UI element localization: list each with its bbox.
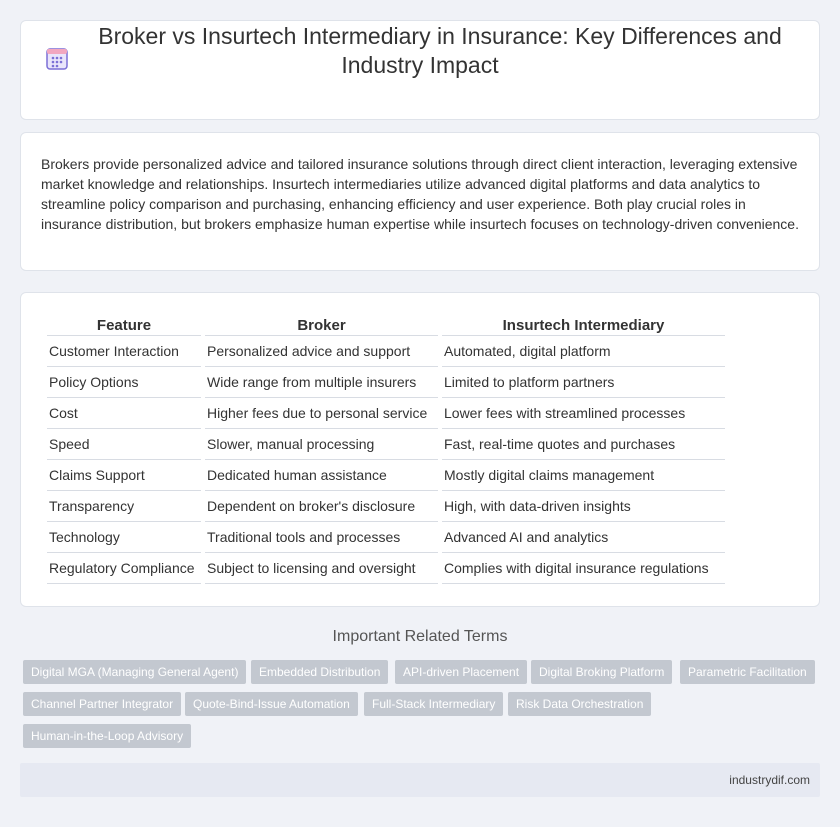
table-row [47,522,725,553]
related-term-tag[interactable]: Channel Partner Integrator [23,692,181,716]
related-terms-heading: Important Related Terms [332,628,508,645]
cell-broker: Personalized advice and support [205,336,438,367]
cell-insurtech: Limited to platform partners [442,367,725,398]
cell-feature: Customer Interaction [47,336,201,367]
footer-site-link[interactable]: industrydif.com [729,773,810,787]
comparison-card [20,292,820,607]
related-term-tag[interactable]: Parametric Facilitation [680,660,815,684]
related-term-tag[interactable]: Quote-Bind-Issue Automation [185,692,358,716]
column-header-insurtech: Insurtech Intermediary [442,316,725,336]
table-row [47,491,725,522]
related-term-tag[interactable]: Digital MGA (Managing General Agent) [23,660,246,684]
related-term-tag[interactable]: Digital Broking Platform [531,660,672,684]
cell-insurtech: Automated, digital platform [442,336,725,367]
cell-broker: Traditional tools and processes [205,522,438,553]
cell-insurtech: Advanced AI and analytics [442,522,725,553]
related-term-tag[interactable]: API-driven Placement [395,660,527,684]
cell-feature: Policy Options [47,367,201,398]
cell-feature: Speed [47,429,201,460]
intro-paragraph: Brokers provide personalized advice and tailored insurance solutions through direct client interaction, leveraging extensive market knowledge and relationships. Insurtech intermediaries utilize advanced digital platforms and data analytics to streamline policy comparison and purchasing, enhancing efficiency and user experience. Both play crucial roles in insurance distribution, but brokers emphasize human expertise while insurtech focuses on technology-driven convenience. [41,156,799,232]
cell-feature: Cost [47,398,201,429]
table-row [47,553,725,584]
table-row [47,336,725,367]
column-header-broker: Broker [205,316,438,336]
cell-feature: Claims Support [47,460,201,491]
table-row [47,398,725,429]
cell-insurtech: Complies with digital insurance regulations [442,553,725,584]
table-header-row [47,316,725,336]
cell-broker: Wide range from multiple insurers [205,367,438,398]
table-row [47,429,725,460]
related-term-tag[interactable]: Full-Stack Intermediary [364,692,503,716]
cell-insurtech: High, with data-driven insights [442,491,725,522]
cell-broker: Dependent on broker's disclosure [205,491,438,522]
cell-broker: Higher fees due to personal service [205,398,438,429]
cell-feature: Regulatory Compliance [47,553,201,584]
table-row [47,460,725,491]
cell-insurtech: Lower fees with streamlined processes [442,398,725,429]
related-term-tag[interactable]: Embedded Distribution [251,660,388,684]
cell-feature: Technology [47,522,201,553]
intro-card [20,132,820,271]
related-term-tag[interactable]: Risk Data Orchestration [508,692,651,716]
table-row [47,367,725,398]
cell-insurtech: Mostly digital claims management [442,460,725,491]
cell-broker: Slower, manual processing [205,429,438,460]
cell-insurtech: Fast, real-time quotes and purchases [442,429,725,460]
cell-broker: Dedicated human assistance [205,460,438,491]
page-title [40,22,800,80]
footer-bar [20,763,820,797]
related-term-tag[interactable]: Human-in-the-Loop Advisory [23,724,191,748]
comparison-table [43,316,729,584]
page-title-line-2: Industry Impact [341,52,499,78]
page-title-line-1: Broker vs Insurtech Intermediary in Insurance: Key Differences and [98,23,782,49]
cell-broker: Subject to licensing and oversight [205,553,438,584]
column-header-feature: Feature [47,316,201,336]
cell-feature: Transparency [47,491,201,522]
